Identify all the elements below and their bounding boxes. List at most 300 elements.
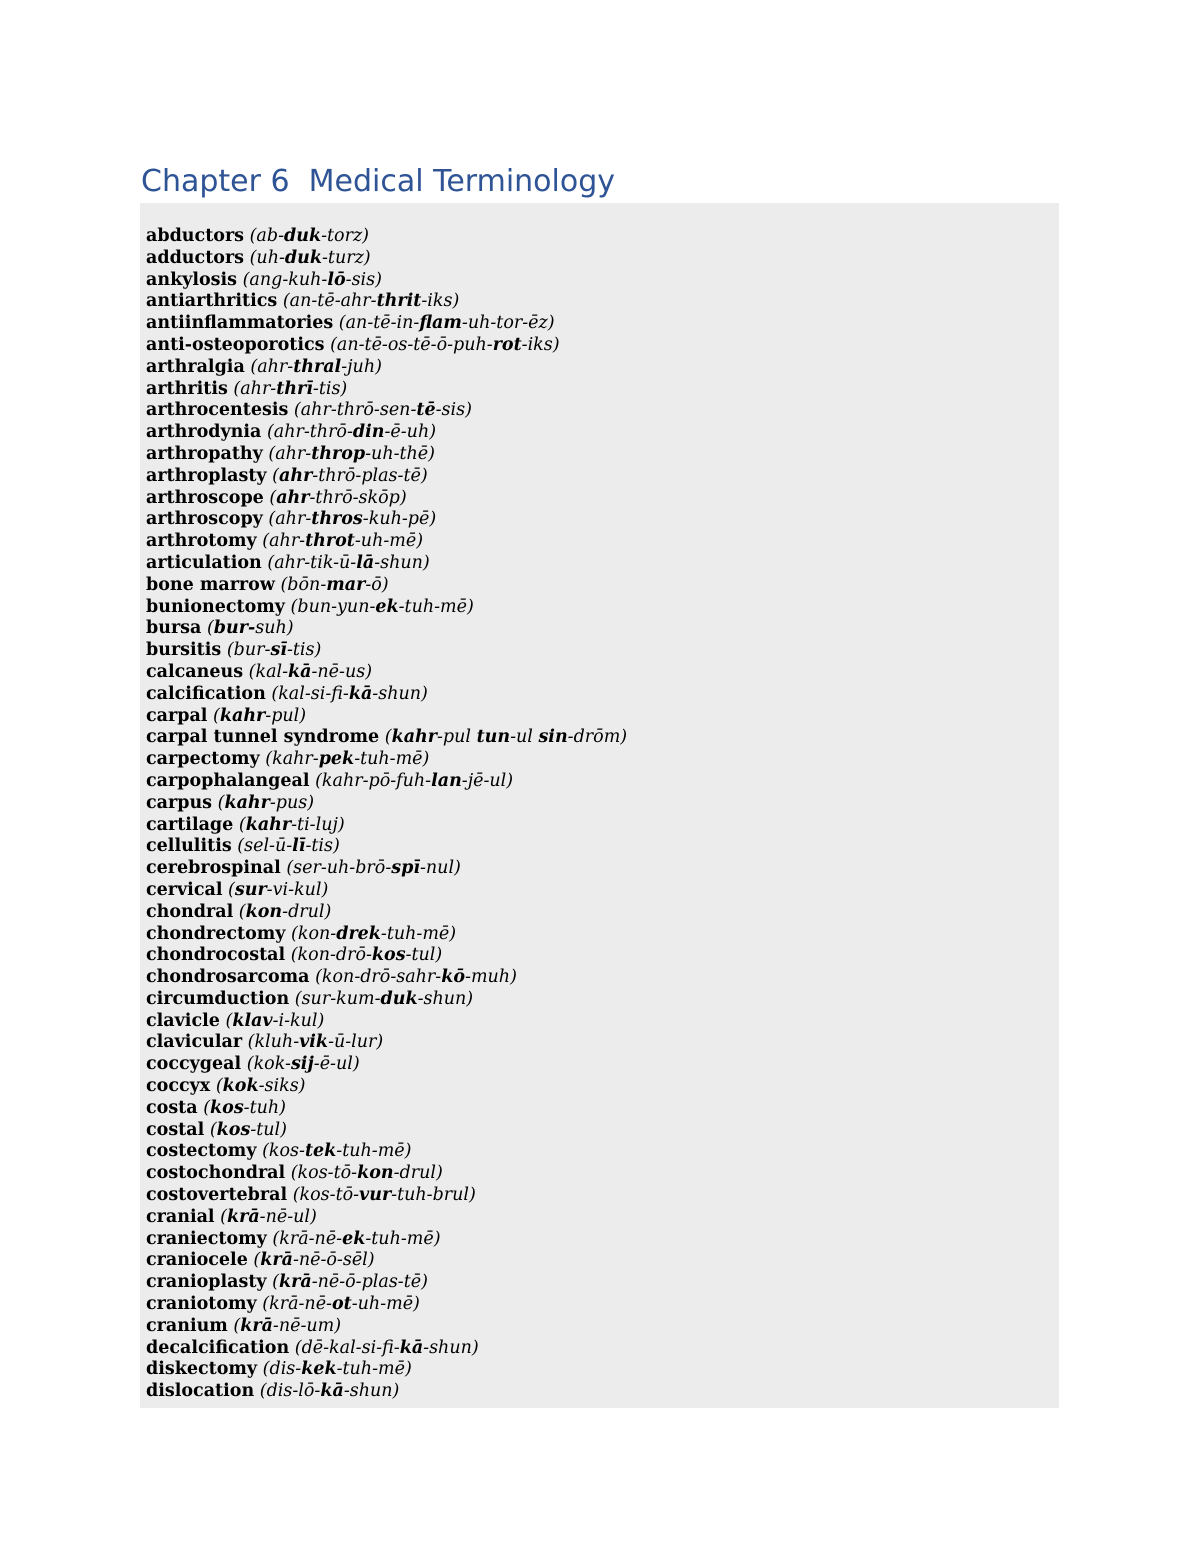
pronunciation-segment: (kon-drō- — [290, 945, 372, 966]
glossary-entry — [146, 1076, 627, 1098]
pronunciation-segment: (krā-nē- — [262, 1294, 332, 1315]
term-word: carpus — [146, 792, 213, 813]
stressed-syllable: ek — [375, 596, 399, 617]
glossary-entry — [146, 1294, 627, 1316]
glossary-entry — [146, 1185, 627, 1207]
term-word: abductors — [146, 226, 245, 246]
term-list — [146, 226, 627, 1403]
glossary-entry — [146, 444, 627, 466]
pronunciation-segment: (kos- — [262, 1141, 305, 1162]
stressed-syllable: kos — [371, 945, 406, 966]
term-word: carpectomy — [146, 749, 260, 770]
term-word: costal — [146, 1119, 205, 1140]
pronunciation-segment: -shun) — [372, 683, 428, 704]
stressed-syllable: kon — [357, 1163, 394, 1184]
glossary-entry — [146, 488, 627, 510]
stressed-syllable: rot — [492, 334, 522, 355]
stressed-syllable: pek — [318, 749, 355, 770]
glossary-entry — [146, 226, 627, 248]
pronunciation-segment: -iks) — [421, 291, 460, 312]
pronunciation-segment: (kos-tō- — [292, 1185, 360, 1206]
term-pronunciation — [272, 1229, 440, 1249]
stressed-syllable: din — [352, 422, 385, 443]
stressed-syllable: kā — [288, 661, 312, 682]
glossary-entry — [146, 357, 627, 379]
pronunciation-segment: ( — [384, 727, 392, 748]
stressed-syllable: sī — [270, 640, 287, 661]
stressed-syllable: kā — [320, 1381, 344, 1402]
glossary-entry — [146, 880, 627, 902]
term-pronunciation — [220, 1207, 317, 1227]
glossary-entry — [146, 313, 627, 335]
pronunciation-segment: (ab- — [249, 226, 284, 246]
term-word: calcification — [146, 683, 266, 704]
term-word: cranial — [146, 1206, 215, 1227]
term-word: circumduction — [146, 988, 290, 1009]
stressed-syllable: throt — [305, 531, 355, 552]
term-pronunciation — [243, 270, 382, 290]
pronunciation-segment: ( — [225, 1010, 233, 1031]
term-word: dislocation — [146, 1381, 255, 1402]
term-pronunciation — [262, 531, 423, 551]
term-word: arthralgia — [146, 356, 245, 377]
term-word: diskectomy — [146, 1359, 258, 1380]
term-word: antiarthritics — [146, 291, 278, 312]
pronunciation-segment: ( — [213, 705, 220, 726]
pronunciation-segment: -tis) — [286, 640, 322, 661]
term-word: bunionectomy — [146, 596, 285, 617]
pronunciation-segment: (kluh- — [247, 1032, 300, 1053]
term-pronunciation — [267, 553, 429, 573]
term-pronunciation — [291, 1163, 443, 1183]
pronunciation-segment: suh) — [255, 618, 294, 639]
term-word: cellulitis — [146, 836, 232, 857]
stressed-syllable: thrī — [276, 378, 313, 399]
stressed-syllable: thrit — [376, 291, 422, 312]
pronunciation-segment: -uh-thē) — [365, 443, 435, 464]
term-word: articulation — [146, 552, 262, 573]
pronunciation-segment: (kal-si-fi- — [271, 683, 349, 704]
term-word: chondral — [146, 901, 234, 922]
term-pronunciation — [233, 1316, 341, 1336]
pronunciation-segment: -nē-um) — [272, 1315, 342, 1336]
pronunciation-segment: (an-tē-in- — [338, 313, 420, 334]
term-pronunciation — [291, 924, 456, 944]
stressed-syllable: flam — [419, 313, 462, 334]
term-word: cranium — [146, 1315, 228, 1336]
glossary-entry — [146, 1011, 627, 1033]
stressed-syllable: thral — [293, 356, 342, 377]
term-pronunciation — [291, 945, 442, 965]
term-pronunciation — [267, 422, 436, 442]
stressed-syllable: kahr — [224, 792, 270, 813]
term-pronunciation — [295, 989, 473, 1009]
term-pronunciation — [239, 815, 345, 835]
pronunciation-segment: -muh) — [465, 967, 517, 988]
pronunciation-segment: -ul — [510, 727, 539, 748]
pronunciation-segment: ( — [228, 879, 235, 900]
term-pronunciation — [263, 1359, 412, 1379]
pronunciation-segment: ( — [272, 1272, 279, 1293]
stressed-syllable: vur — [359, 1185, 392, 1206]
pronunciation-segment: ( — [233, 1315, 241, 1336]
term-word: arthrodynia — [146, 422, 262, 443]
term-pronunciation — [339, 313, 555, 333]
glossary-entry — [146, 618, 627, 640]
glossary-entry — [146, 1054, 627, 1076]
term-pronunciation — [293, 1185, 476, 1205]
term-pronunciation — [262, 1141, 411, 1161]
pronunciation-segment: (ahr-thrō-sen- — [293, 400, 417, 421]
term-word: craniectomy — [146, 1228, 267, 1249]
pronunciation-segment: (bōn- — [280, 574, 327, 595]
term-pronunciation — [260, 1381, 400, 1401]
glossary-entry — [146, 1250, 627, 1272]
term-word: arthroplasty — [146, 465, 267, 486]
stressed-syllable: kahr — [245, 814, 292, 835]
pronunciation-segment: -tul) — [405, 945, 443, 966]
stressed-syllable: sij — [290, 1054, 314, 1075]
pronunciation-segment: (ahr- — [250, 356, 294, 377]
glossary-entry — [146, 597, 627, 619]
pronunciation-segment: (ahr- — [262, 531, 306, 552]
term-pronunciation — [239, 902, 332, 922]
stressed-syllable: duk — [380, 988, 418, 1009]
term-pronunciation — [265, 749, 429, 769]
pronunciation-segment: -pus) — [269, 792, 315, 813]
glossary-entry — [146, 684, 627, 706]
pronunciation-segment: ( — [269, 487, 277, 508]
pronunciation-segment: -ū-lur) — [328, 1032, 384, 1053]
pronunciation-segment: -pul — [437, 727, 477, 748]
term-word: anti-osteoporotics — [146, 334, 325, 355]
stressed-syllable: sur — [234, 879, 267, 900]
term-pronunciation — [225, 1011, 324, 1031]
stressed-syllable: thros — [311, 509, 363, 530]
pronunciation-segment: -nē-us) — [311, 661, 373, 682]
pronunciation-segment: (ahr- — [233, 378, 277, 399]
term-pronunciation — [294, 400, 472, 420]
term-pronunciation — [272, 1272, 428, 1292]
glossary-entry — [146, 1098, 627, 1120]
stressed-syllable: krā — [226, 1206, 260, 1227]
term-word: carpal — [146, 705, 208, 726]
glossary-entry — [146, 924, 627, 946]
pronunciation-segment: -tuh-mē) — [365, 1228, 441, 1249]
pronunciation-segment: -ē-uh) — [384, 422, 437, 443]
stressed-syllable: throp — [311, 443, 366, 464]
pronunciation-segment: -tuh) — [243, 1097, 286, 1118]
glossary-entry — [146, 793, 627, 815]
pronunciation-segment: -drōm) — [567, 727, 628, 748]
pronunciation-segment: (bur- — [226, 640, 271, 661]
glossary-entry — [146, 335, 627, 357]
glossary-entry — [146, 945, 627, 967]
page-title: Chapter 6 Medical Terminology — [141, 164, 616, 199]
stressed-syllable: sin — [538, 727, 568, 748]
stressed-syllable: duk — [284, 247, 322, 268]
stressed-syllable: krā — [260, 1250, 293, 1271]
pronunciation-segment: (sel-ū- — [237, 836, 293, 857]
term-pronunciation — [247, 1054, 360, 1074]
pronunciation-segment: (kos-tō- — [290, 1163, 358, 1184]
term-pronunciation — [227, 640, 321, 660]
pronunciation-segment: -uh-mē) — [351, 1294, 420, 1315]
glossary-entry — [146, 1141, 627, 1163]
stressed-syllable: kos — [216, 1119, 251, 1140]
stressed-syllable: spī — [391, 858, 420, 879]
stressed-syllable: kek — [301, 1359, 337, 1380]
term-pronunciation — [233, 379, 347, 399]
term-pronunciation — [268, 509, 436, 529]
pronunciation-segment: ( — [253, 1250, 261, 1271]
glossary-entry — [146, 902, 627, 924]
term-pronunciation — [315, 967, 517, 987]
stressed-syllable: ahr — [279, 465, 313, 486]
glossary-entry — [146, 749, 627, 771]
term-pronunciation — [216, 1076, 306, 1096]
glossary-entry — [146, 1163, 627, 1185]
pronunciation-segment: ( — [272, 465, 279, 486]
term-word: bursa — [146, 618, 202, 639]
pronunciation-segment: (kon- — [291, 923, 337, 944]
stressed-syllable: ot — [331, 1294, 352, 1315]
glossary-entry — [146, 1207, 627, 1229]
term-pronunciation — [385, 727, 627, 747]
glossary-entry — [146, 640, 627, 662]
pronunciation-segment: -ē-ul) — [313, 1054, 360, 1075]
pronunciation-segment: -sis) — [435, 400, 472, 421]
pronunciation-segment: (an-tē-os-tē-ō-puh- — [330, 334, 493, 355]
pronunciation-segment: -drul) — [282, 901, 332, 922]
term-word: chondrectomy — [146, 923, 286, 944]
term-word: ankylosis — [146, 269, 238, 290]
stressed-syllable: bur- — [213, 618, 256, 639]
pronunciation-segment: (dē-kal-si-fi- — [294, 1337, 400, 1358]
term-word: coccyx — [146, 1076, 211, 1097]
term-word: costovertebral — [146, 1185, 288, 1206]
term-word: bursitis — [146, 640, 222, 661]
glossary-entry — [146, 1120, 627, 1142]
pronunciation-segment: (sur-kum- — [294, 988, 381, 1009]
pronunciation-segment: -siks) — [258, 1076, 306, 1097]
term-word: clavicle — [146, 1010, 220, 1031]
term-word: antiinflammatories — [146, 313, 334, 334]
term-pronunciation — [248, 1032, 384, 1052]
stressed-syllable: tun — [476, 727, 511, 748]
glossary-entry — [146, 1381, 627, 1403]
glossary-entry — [146, 575, 627, 597]
glossary-entry — [146, 1359, 627, 1381]
pronunciation-segment: ( — [238, 901, 246, 922]
pronunciation-segment: ( — [220, 1206, 227, 1227]
stressed-syllable: ek — [342, 1228, 366, 1249]
glossary-entry — [146, 1229, 627, 1251]
term-pronunciation — [237, 836, 340, 856]
term-word: costectomy — [146, 1141, 257, 1162]
term-word: arthrotomy — [146, 531, 257, 552]
stressed-syllable: krā — [279, 1272, 312, 1293]
glossary-entry — [146, 1272, 627, 1294]
pronunciation-segment: -shun) — [417, 988, 474, 1009]
glossary-entry — [146, 836, 627, 858]
pronunciation-segment: -drul) — [393, 1163, 443, 1184]
term-word: costa — [146, 1097, 198, 1118]
pronunciation-segment: -tuh-mē) — [336, 1141, 412, 1162]
glossary-entry — [146, 1316, 627, 1338]
glossary-entry — [146, 509, 627, 531]
pronunciation-segment: -uh-tor-ēz) — [461, 313, 555, 334]
pronunciation-segment: -kuh-pē) — [362, 509, 437, 530]
term-word: chondrocostal — [146, 945, 286, 966]
pronunciation-segment: -pul) — [265, 705, 307, 726]
glossary-entry — [146, 1032, 627, 1054]
glossary-entry — [146, 1338, 627, 1360]
term-pronunciation — [269, 488, 406, 508]
term-pronunciation — [210, 1120, 287, 1140]
stressed-syllable: kā — [399, 1337, 424, 1358]
pronunciation-segment: (an-tē-ahr- — [282, 291, 377, 312]
term-pronunciation — [272, 466, 428, 486]
pronunciation-segment: -nē-ō-sēl) — [292, 1250, 375, 1271]
pronunciation-segment: (kahr-pō-fuh- — [315, 770, 432, 791]
stressed-syllable: kahr — [391, 727, 438, 748]
term-pronunciation — [207, 618, 294, 638]
term-word: costochondral — [146, 1163, 286, 1184]
glossary-entry — [146, 727, 627, 749]
pronunciation-segment: ( — [206, 618, 214, 639]
term-word: cranioplasty — [146, 1272, 267, 1293]
term-pronunciation — [268, 444, 435, 464]
term-word: cartilage — [146, 814, 234, 835]
term-word: coccygeal — [146, 1054, 242, 1075]
pronunciation-segment: -juh) — [341, 356, 382, 377]
term-pronunciation — [262, 1294, 420, 1314]
pronunciation-segment: (ang-kuh- — [242, 269, 328, 290]
term-pronunciation — [253, 1250, 374, 1270]
glossary-entry — [146, 706, 627, 728]
term-word: arthropathy — [146, 443, 263, 464]
term-word: decalcification — [146, 1337, 290, 1358]
stressed-syllable: lī — [292, 836, 306, 857]
term-word: cerebrospinal — [146, 858, 281, 879]
glossary-entry — [146, 400, 627, 422]
term-pronunciation — [283, 291, 459, 311]
glossary-entry — [146, 531, 627, 553]
pronunciation-segment: -tul) — [250, 1119, 287, 1140]
term-word: arthritis — [146, 378, 228, 399]
pronunciation-segment: (kal- — [248, 661, 289, 682]
stressed-syllable: tē — [416, 400, 436, 421]
term-pronunciation — [218, 793, 314, 813]
glossary-entry — [146, 553, 627, 575]
term-pronunciation — [315, 771, 513, 791]
glossary-entry — [146, 248, 627, 270]
stressed-syllable: kok — [222, 1076, 259, 1097]
stressed-syllable: vik — [299, 1032, 329, 1053]
term-word: carpophalangeal — [146, 770, 310, 791]
term-word: arthrocentesis — [146, 400, 289, 421]
glossary-entry — [146, 662, 627, 684]
pronunciation-segment: -tuh-mē) — [380, 923, 457, 944]
glossary-entry — [146, 379, 627, 401]
pronunciation-segment: (ser-uh-brō- — [286, 858, 392, 879]
pronunciation-segment: ( — [203, 1097, 211, 1118]
pronunciation-segment: (kok- — [246, 1054, 291, 1075]
pronunciation-segment: -tis) — [312, 378, 348, 399]
pronunciation-segment: ( — [217, 792, 225, 813]
pronunciation-segment: -sis) — [345, 269, 382, 290]
term-word: carpal tunnel syndrome — [146, 727, 380, 748]
pronunciation-segment: -shun) — [343, 1381, 400, 1402]
term-word: clavicular — [146, 1032, 243, 1053]
term-pronunciation — [330, 335, 560, 355]
stressed-syllable: mar — [326, 574, 366, 595]
glossary-entry — [146, 967, 627, 989]
glossary-entry — [146, 291, 627, 313]
stressed-syllable: kon — [245, 901, 283, 922]
stressed-syllable: kos — [210, 1097, 244, 1118]
pronunciation-segment: -iks) — [521, 334, 560, 355]
stressed-syllable: krā — [240, 1315, 273, 1336]
pronunciation-segment: -nul) — [419, 858, 461, 879]
stressed-syllable: lā — [356, 552, 375, 573]
term-word: cervical — [146, 879, 223, 900]
term-pronunciation — [250, 226, 369, 246]
pronunciation-segment: -i-kul) — [272, 1010, 325, 1031]
stressed-syllable: kahr — [219, 705, 266, 726]
pronunciation-segment: (bun-yun- — [290, 596, 376, 617]
stressed-syllable: drek — [336, 923, 381, 944]
term-word: adductors — [146, 247, 245, 268]
pronunciation-segment: (krā-nē- — [272, 1228, 343, 1249]
term-pronunciation — [291, 597, 474, 617]
stressed-syllable: tek — [304, 1141, 337, 1162]
glossary-entry — [146, 858, 627, 880]
term-pronunciation — [249, 662, 372, 682]
glossary-entry — [146, 422, 627, 444]
pronunciation-segment: (ahr-tik-ū- — [267, 552, 357, 573]
term-word: chondrosarcoma — [146, 967, 310, 988]
glossary-entry — [146, 270, 627, 292]
term-word: craniocele — [146, 1250, 248, 1271]
term-word: arthroscopy — [146, 509, 263, 530]
term-word: arthroscope — [146, 487, 264, 508]
pronunciation-segment: -thrō-plas-tē) — [312, 465, 428, 486]
term-pronunciation — [213, 706, 306, 726]
pronunciation-segment: -tuh-brul) — [391, 1185, 476, 1206]
pronunciation-segment: -ti-luj) — [291, 814, 345, 835]
glossary-entry — [146, 771, 627, 793]
pronunciation-segment: -tis) — [305, 836, 340, 857]
term-pronunciation — [203, 1098, 286, 1118]
pronunciation-segment: (kahr- — [265, 749, 319, 770]
pronunciation-segment: (ahr-thrō- — [266, 422, 353, 443]
term-word: bone marrow — [146, 574, 275, 595]
pronunciation-segment: -nē-ul) — [259, 1206, 317, 1227]
pronunciation-segment: -vi-kul) — [266, 879, 329, 900]
pronunciation-segment: (ahr- — [268, 509, 312, 530]
term-pronunciation — [250, 357, 382, 377]
stressed-syllable: kā — [348, 683, 373, 704]
pronunciation-segment: -ō) — [365, 574, 389, 595]
pronunciation-segment: (dis-lō- — [259, 1381, 321, 1402]
stressed-syllable: klav — [232, 1010, 273, 1031]
term-word: calcaneus — [146, 661, 244, 682]
glossary-entry — [146, 815, 627, 837]
term-pronunciation — [250, 248, 371, 268]
pronunciation-segment: -turz) — [322, 247, 371, 268]
